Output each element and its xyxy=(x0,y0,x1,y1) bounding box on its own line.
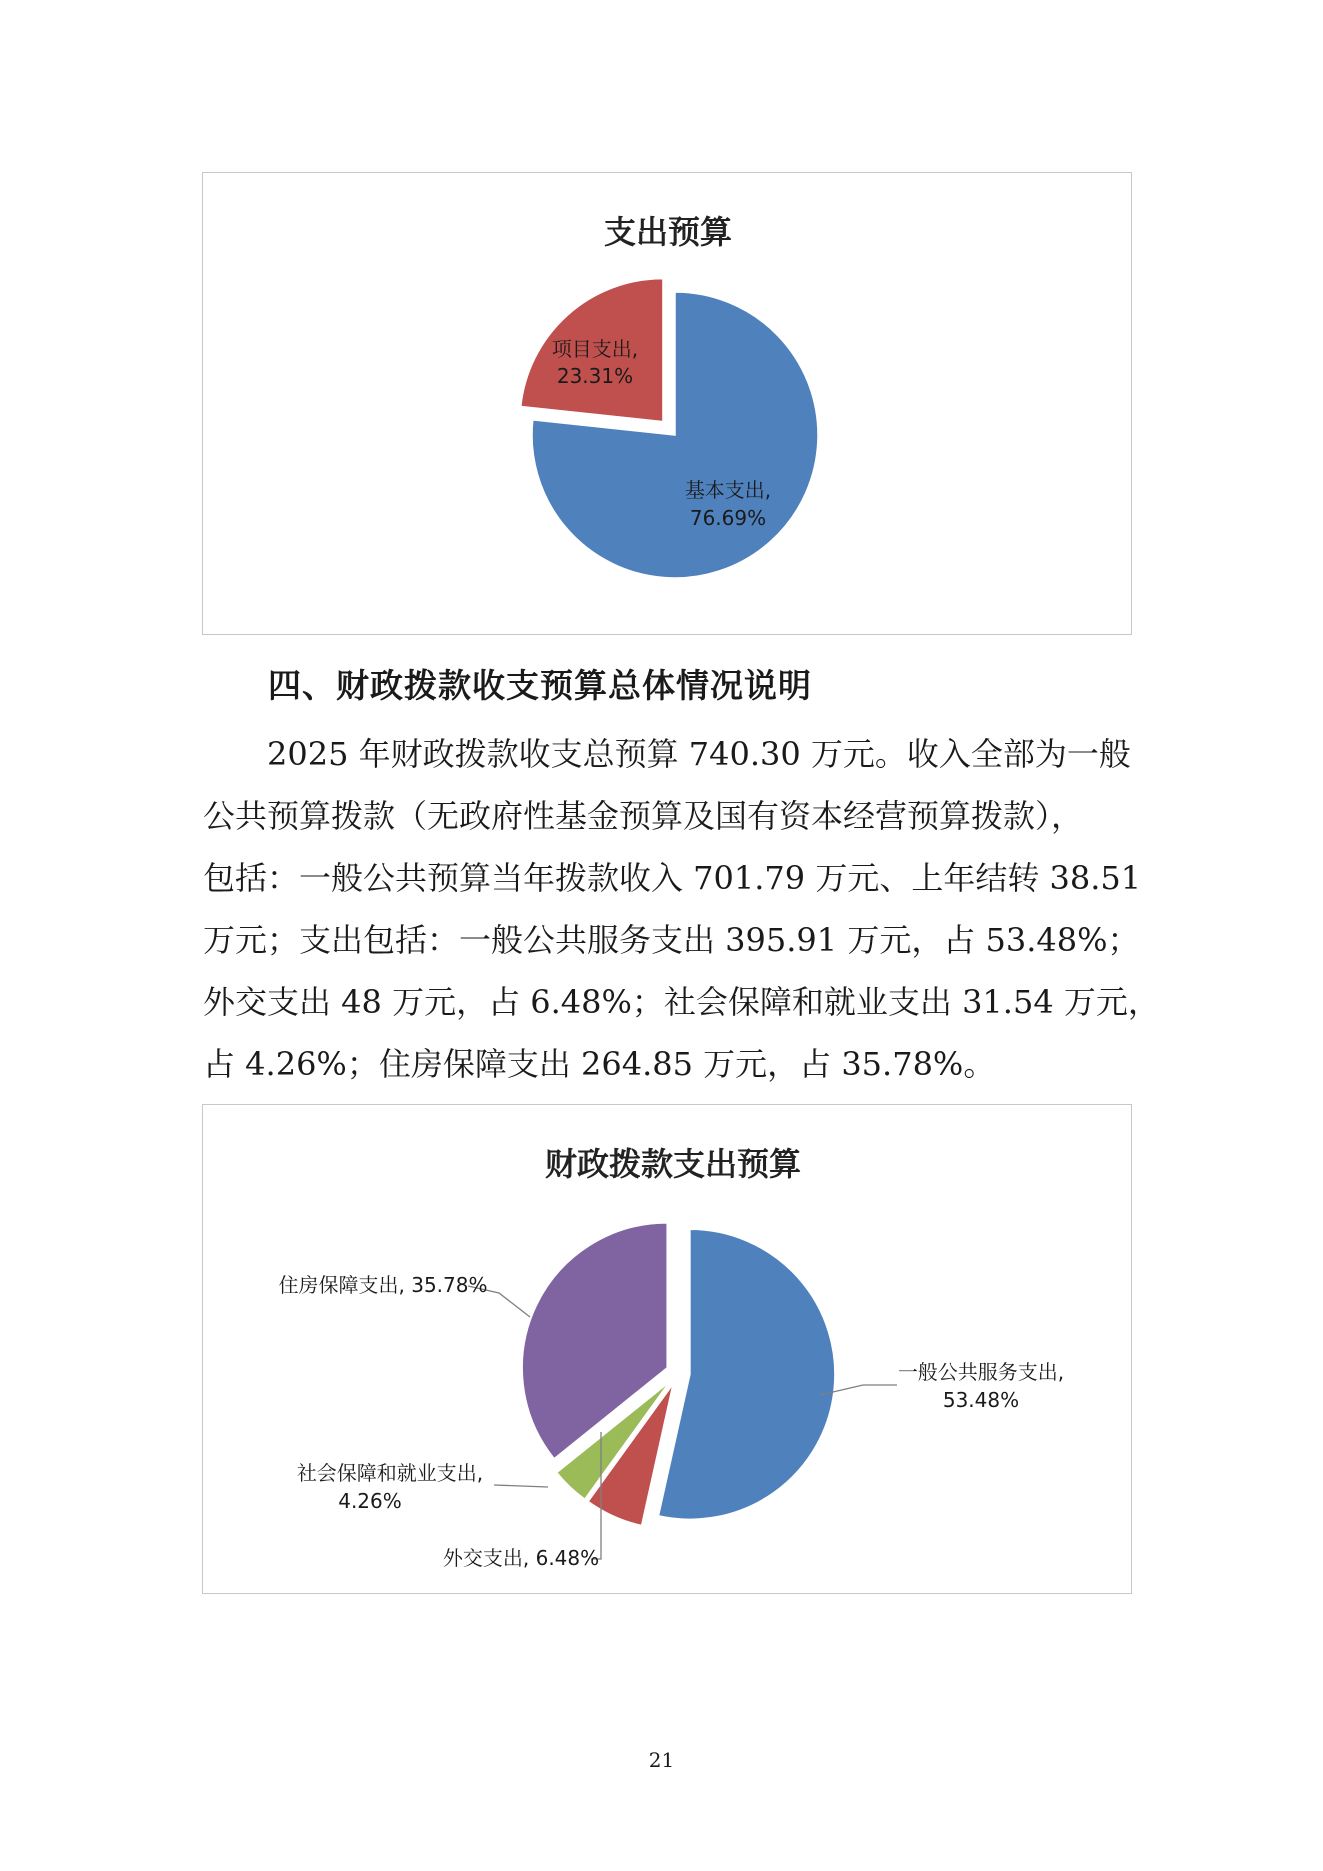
paragraph-line: 万元；支出包括：一般公共服务支出 395.91 万元，占 53.48%； xyxy=(203,921,1140,959)
paragraph-line: 公共预算拨款（无政府性基金预算及国有资本经营预算拨款）， xyxy=(203,797,1084,835)
pie-slice-general-public-services xyxy=(658,1229,834,1519)
chart2-label-diplomacy: 外交支出, 6.48% xyxy=(442,1546,600,1570)
chart2-label-housing: 住房保障支出, 35.78% xyxy=(278,1273,488,1297)
chart1-title: 支出预算 xyxy=(603,213,733,251)
chart1-label-basic-pct: 76.69% xyxy=(689,506,767,530)
expenditure-budget-chart xyxy=(202,172,1132,635)
chart2-svg xyxy=(203,1105,1133,1595)
fiscal-appropriation-expenditure-chart xyxy=(202,1104,1132,1594)
chart1-label-project-name: 项目支出, xyxy=(551,337,639,361)
leader-line-social-security xyxy=(494,1485,548,1487)
paragraph-line: 外交支出 48 万元，占 6.48%；社会保障和就业支出 31.54 万元， xyxy=(203,983,1160,1021)
chart2-title: 财政拨款支出预算 xyxy=(544,1145,802,1183)
chart2-label-general-services-name: 一般公共服务支出, xyxy=(897,1360,1065,1384)
section-heading: 四、财政拨款收支预算总体情况说明 xyxy=(268,666,812,705)
chart1-label-basic-name: 基本支出, xyxy=(684,478,772,502)
chart2-label-general-services-pct: 53.48% xyxy=(942,1388,1020,1412)
chart2-label-social-security-pct: 4.26% xyxy=(338,1489,402,1513)
paragraph-line: 包括：一般公共预算当年拨款收入 701.79 万元、上年结转 38.51 xyxy=(203,859,1142,897)
section-paragraph xyxy=(203,723,1160,1095)
paragraph-line: 2025 年财政拨款收支总预算 740.30 万元。收入全部为一般 xyxy=(267,735,1131,773)
chart1-label-project-pct: 23.31% xyxy=(556,364,634,388)
chart2-label-social-security-name: 社会保障和就业支出, xyxy=(296,1461,484,1485)
paragraph-line: 占 4.26%；住房保障支出 264.85 万元，占 35.78%。 xyxy=(203,1045,996,1083)
chart1-svg xyxy=(203,173,1133,636)
page-number: 21 xyxy=(648,1748,675,1772)
